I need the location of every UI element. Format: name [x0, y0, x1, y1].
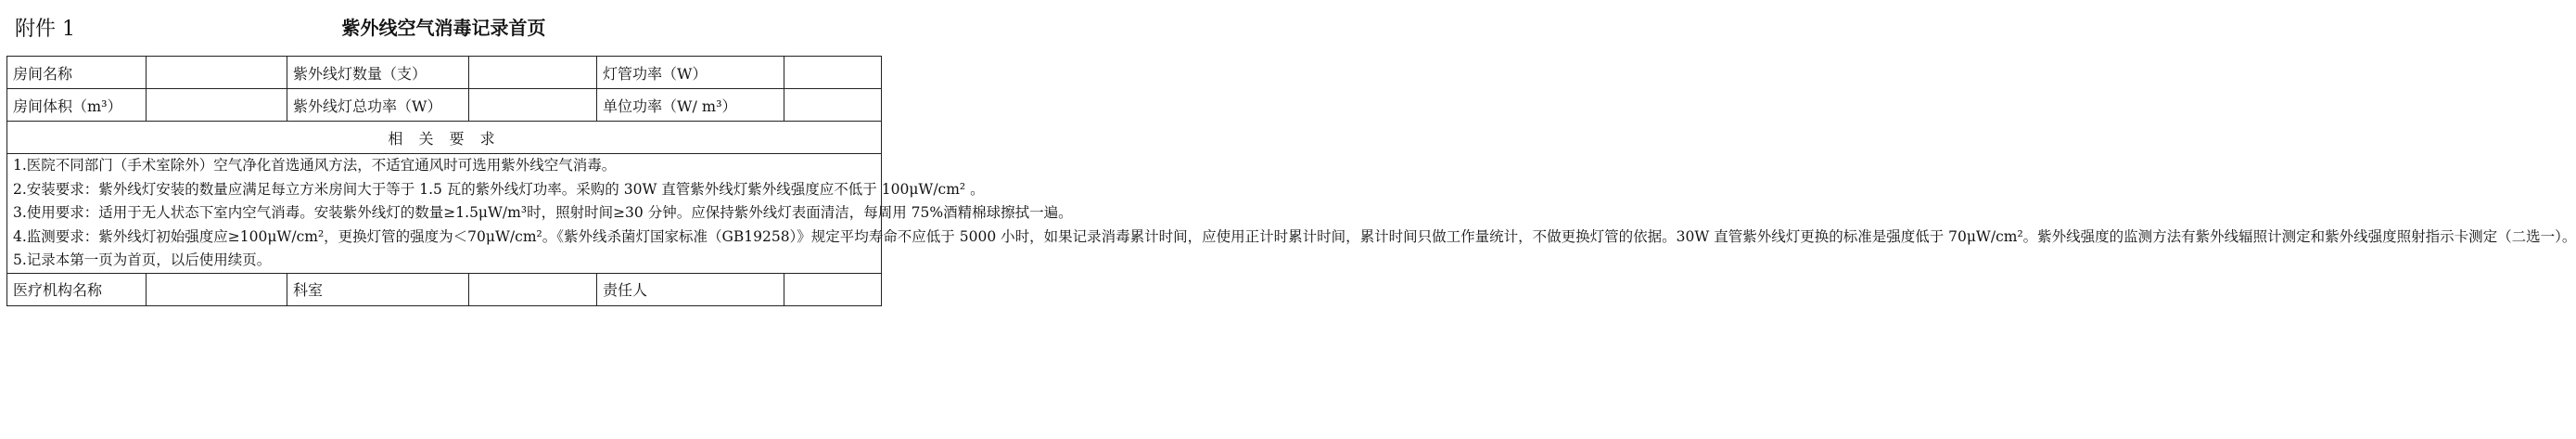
- lamp-power-label: 灯管功率（W）: [597, 57, 784, 89]
- annex-label: 附件 1: [15, 18, 75, 41]
- department-field[interactable]: [469, 273, 597, 305]
- responsible-person-field[interactable]: [784, 273, 882, 305]
- requirements-body-row: [7, 154, 882, 274]
- requirements-body: [7, 154, 2576, 274]
- uv-total-power-field[interactable]: [469, 89, 597, 122]
- requirement-item-1: 1.医院不同部门（手术室除外）空气净化首选通风方法，不适宜通风时可选用紫外线空气消毒。: [13, 157, 617, 174]
- lamp-power-field[interactable]: [784, 57, 882, 89]
- form-row-volume: [7, 89, 882, 122]
- requirement-item-5: 5.记录本第一页为首页，以后使用续页。: [13, 252, 272, 268]
- institution-name-label: 医疗机构名称: [7, 273, 147, 305]
- room-name-field[interactable]: [147, 57, 287, 89]
- room-volume-field[interactable]: [147, 89, 287, 122]
- uv-lamp-count-label: 紫外线灯数量（支）: [287, 57, 469, 89]
- room-name-label: 房间名称: [7, 57, 147, 89]
- unit-power-label: 单位功率（W/ m³）: [597, 89, 784, 122]
- room-volume-label: 房间体积（m³）: [7, 89, 147, 122]
- requirements-heading: 相 关 要 求: [7, 122, 882, 154]
- uv-total-power-label: 紫外线灯总功率（W）: [287, 89, 469, 122]
- form-row-footer: [7, 273, 882, 305]
- unit-power-field[interactable]: [784, 89, 882, 122]
- requirement-item-3: 3.使用要求：适用于无人状态下室内空气消毒。安装紫外线灯的数量≥1.5μW/m³时，照射时间≥30 分钟。应保持紫外线灯表面清洁，每周用 75%酒精棉球擦拭一遍。: [13, 204, 1073, 221]
- requirements-heading-row: [7, 122, 882, 154]
- institution-name-field[interactable]: [147, 273, 287, 305]
- record-form-table: [6, 56, 2576, 306]
- uv-lamp-count-field[interactable]: [469, 57, 597, 89]
- page-title: 紫外线空气消毒记录首页: [341, 17, 546, 39]
- requirement-item-4: 4.监测要求：紫外线灯初始强度应≥100μW/cm²，更换灯管的强度为＜70μW/cm²。《紫外线杀菌灯国家标准（GB19258）》规定平均寿命不应低于 5000 小时，如果记录消毒累计时间，应使用正计时累计时间，累计时间只做工作量统计，不做更换灯管的依据。30W 直管紫外线灯更换的标准是强度低于 70μW/cm²。紫外线强度的监测方法有紫外线辐照计测定和紫外线强度照射指示卡测定（二选一）。: [13, 227, 2576, 245]
- form-row-room: [7, 57, 882, 89]
- department-label: 科室: [287, 273, 469, 305]
- responsible-person-label: 责任人: [597, 273, 784, 305]
- requirement-item-2: 2.安装要求：紫外线灯安装的数量应满足每立方米房间大于等于 1.5 瓦的紫外线灯功率。采购的 30W 直管紫外线灯紫外线强度应不低于 100μW/cm² 。: [13, 180, 985, 198]
